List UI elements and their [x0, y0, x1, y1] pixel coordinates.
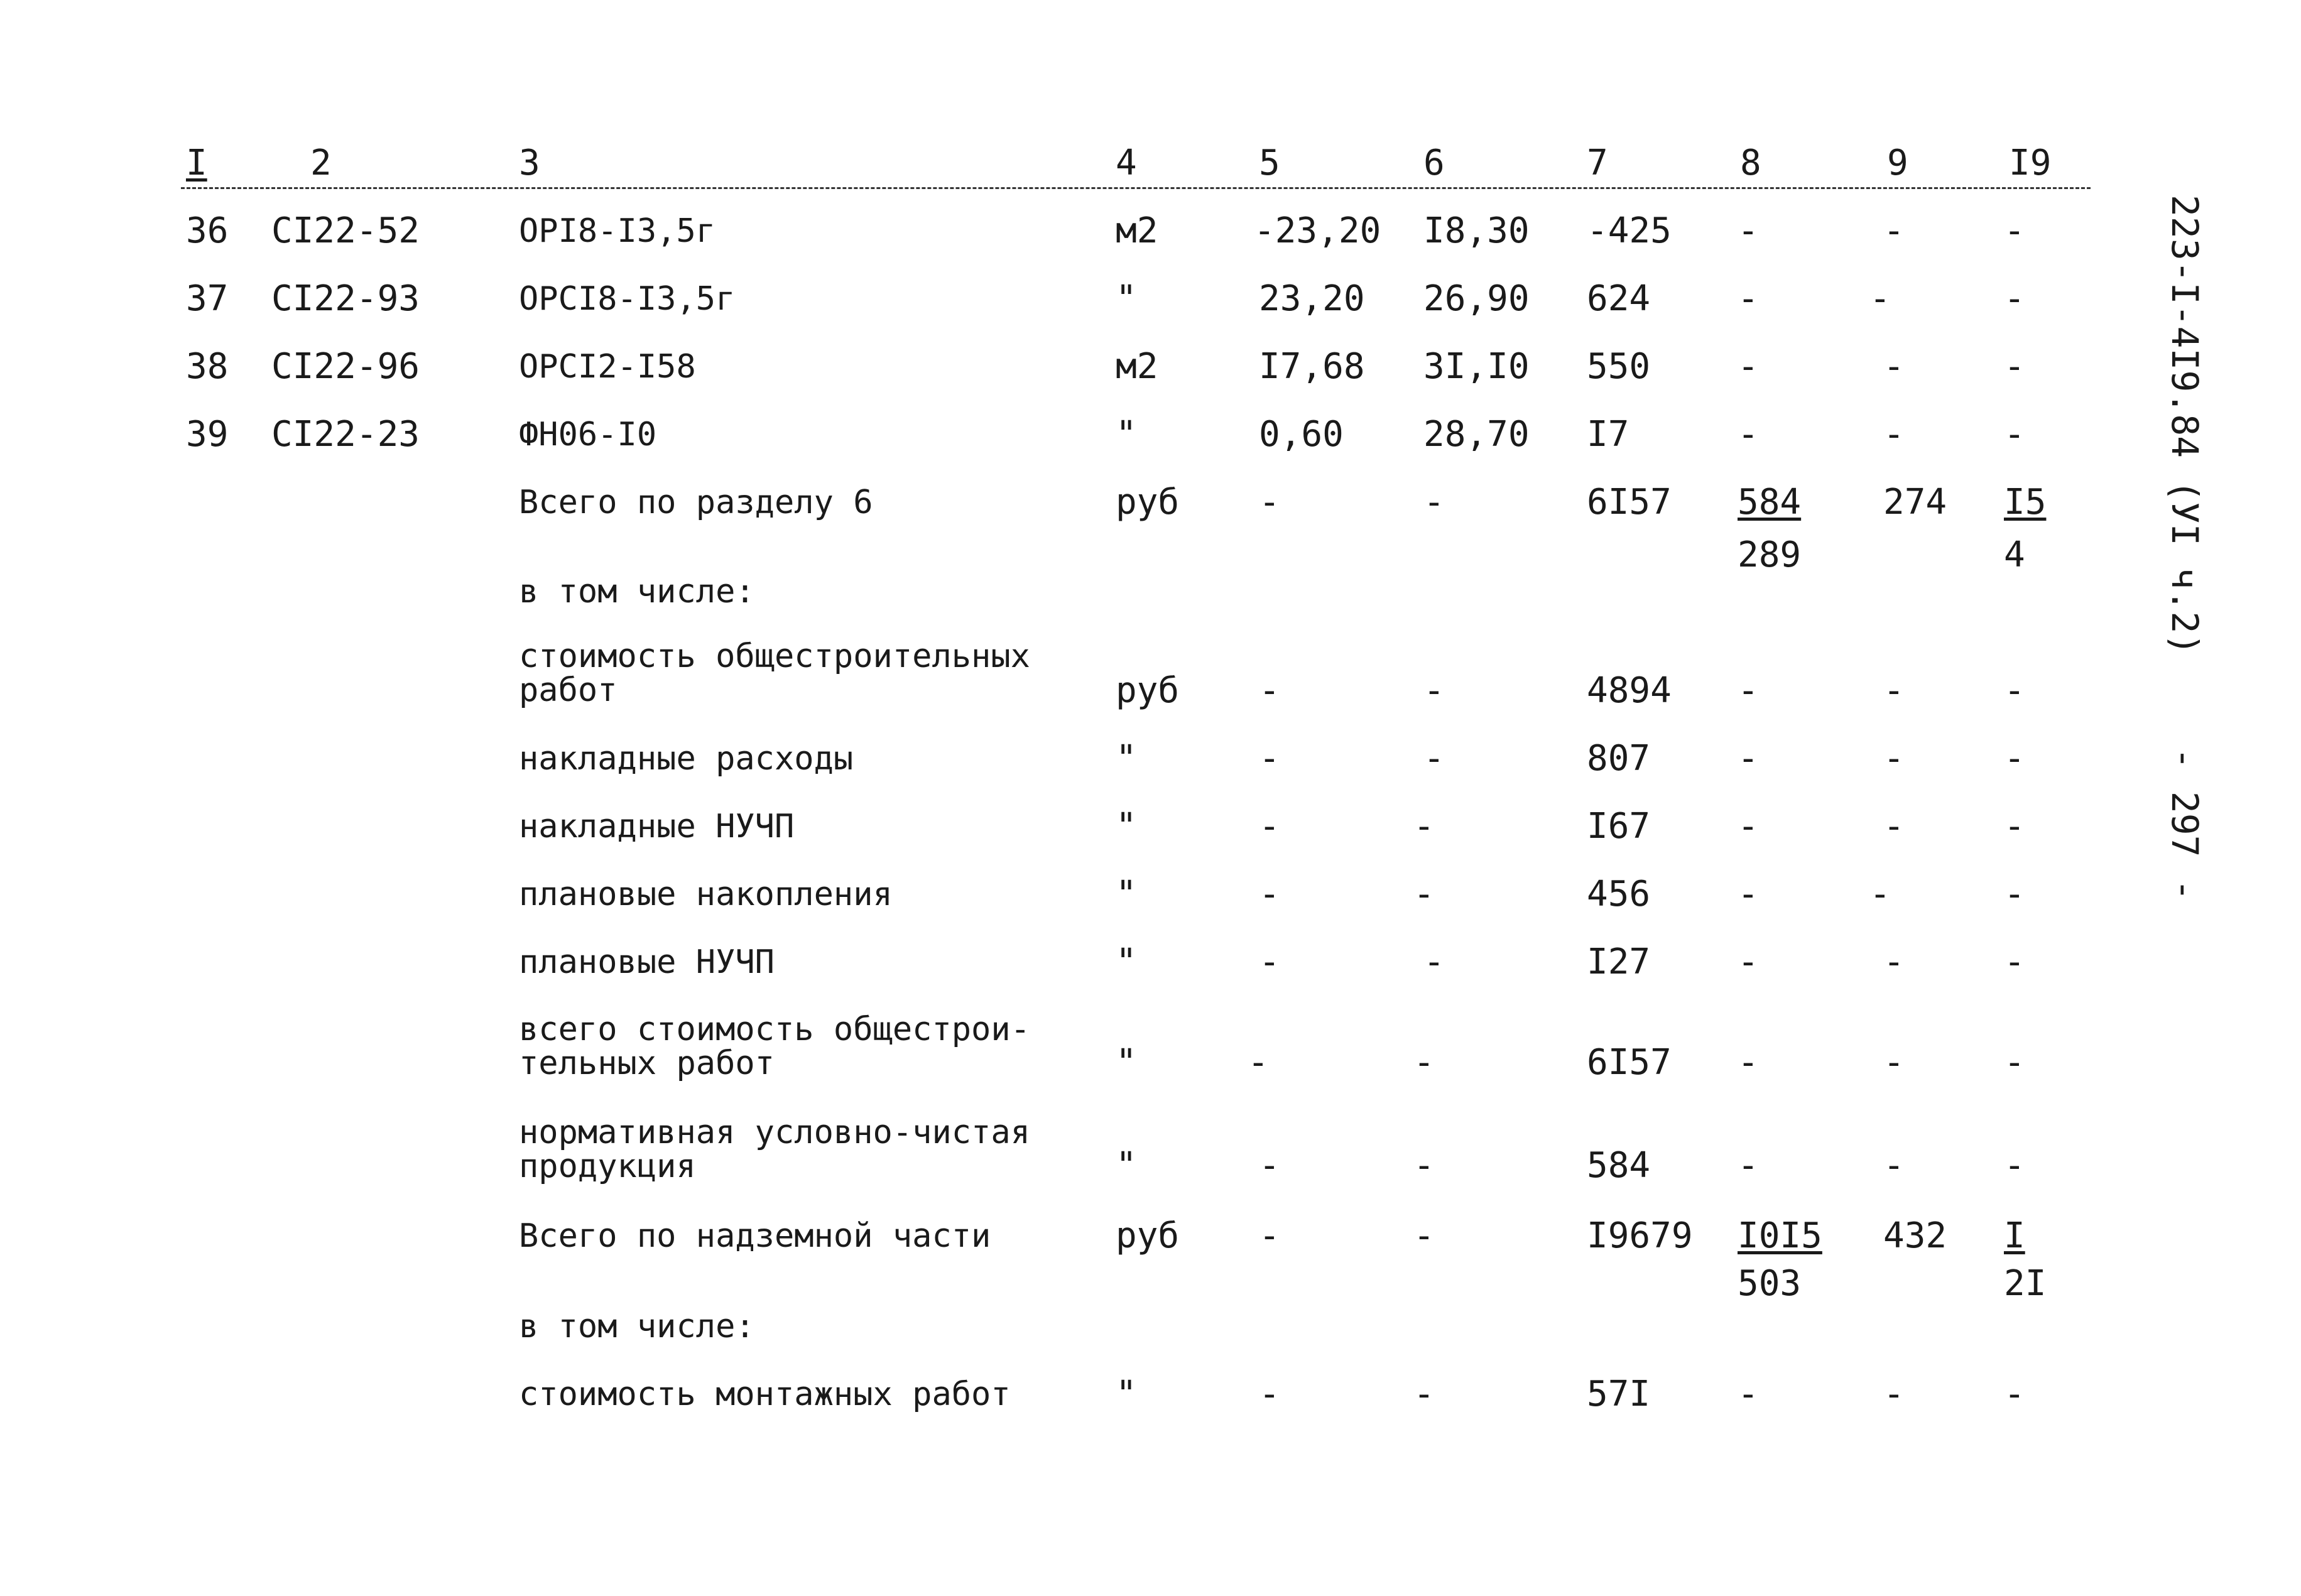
breakdown-overhead-label: накладные расходы [519, 740, 854, 778]
breakdown-total-general-col10: - [2004, 1042, 2025, 1083]
row-38-number: 38 [186, 346, 229, 387]
breakdown-planned-savings-unit: " [1116, 874, 1137, 915]
header-col-5: 5 [1259, 143, 1280, 183]
row-37-col8: - [1738, 278, 1759, 319]
section-total-col7: 6I57 [1587, 482, 1672, 523]
breakdown-overhead-col9: - [1883, 738, 1905, 779]
breakdown-overhead-nuchp-label: накладные НУЧП [519, 808, 795, 845]
row-39-col9: - [1883, 414, 1905, 455]
breakdown-net-production-label: нормативная условно-чистая продукция [519, 1114, 1030, 1185]
header-rule [181, 187, 2091, 189]
row-37-col7: 624 [1587, 278, 1651, 319]
breakdown-overhead-nuchp-col8: - [1738, 806, 1759, 847]
page-number: - 297 - [2163, 747, 2206, 901]
row-38-unit: м2 [1116, 346, 1158, 387]
row-38-name: OPCI2-I58 [519, 348, 696, 386]
breakdown-general-construction-col7: 4894 [1587, 670, 1672, 711]
above-ground-total-col9: 432 [1883, 1215, 1947, 1256]
header-col-6: 6 [1423, 143, 1445, 183]
row-36-col9: - [1883, 210, 1905, 251]
breakdown-general-construction-label: стоимость общестроительных работ [519, 638, 1030, 709]
breakdown-overhead-nuchp-col5: - [1259, 806, 1280, 847]
row-38-col9: - [1883, 346, 1905, 387]
breakdown-total-general-label: всего стоимость общестрои-тельных работ [519, 1011, 1030, 1082]
breakdown-planned-savings-col9: - [1869, 874, 1891, 915]
header-col-8: 8 [1740, 143, 1761, 183]
row-38-col5: I7,68 [1259, 346, 1365, 387]
row-37-name: OPCI8-I3,5г [519, 280, 736, 318]
row-38-col8: - [1738, 346, 1759, 387]
breakdown-planned-nuchp-unit: " [1116, 942, 1137, 982]
assembly-cost-col6: - [1413, 1374, 1435, 1414]
row-36-number: 36 [186, 210, 229, 251]
breakdown-overhead-col8: - [1738, 738, 1759, 779]
breakdown-overhead-unit: " [1116, 738, 1137, 779]
breakdown-general-construction-unit: руб [1116, 670, 1180, 711]
row-36-col5: -23,20 [1254, 210, 1381, 251]
row-37-col5: 23,20 [1259, 278, 1365, 319]
breakdown-planned-nuchp-col6: - [1423, 942, 1445, 982]
above-ground-total-col8-top: I0I5 [1738, 1215, 1822, 1256]
section-total-col8-bottom: 289 [1738, 535, 1802, 575]
breakdown-overhead-col10: - [2004, 738, 2025, 779]
section-total-col9: 274 [1883, 482, 1947, 523]
section-total-col10-bottom: 4 [2004, 535, 2025, 575]
including-label-2: в том числе: [519, 1308, 755, 1345]
breakdown-overhead-nuchp-unit: " [1116, 806, 1137, 847]
row-39-col10: - [2004, 414, 2025, 455]
assembly-cost-col8: - [1738, 1374, 1759, 1414]
row-37-unit: " [1116, 278, 1137, 319]
breakdown-total-general-unit: " [1116, 1042, 1137, 1083]
assembly-cost-col9: - [1883, 1374, 1905, 1414]
row-36-col8: - [1738, 210, 1759, 251]
row-39-col6: 28,70 [1423, 414, 1530, 455]
above-ground-total-col8-bottom: 503 [1738, 1263, 1802, 1304]
assembly-cost-col5: - [1259, 1374, 1280, 1414]
row-36-col10: - [2004, 210, 2025, 251]
breakdown-net-production-col7: 584 [1587, 1145, 1651, 1186]
row-39-col8: - [1738, 414, 1759, 455]
breakdown-overhead-nuchp-col9: - [1883, 806, 1905, 847]
above-ground-total-unit: руб [1116, 1215, 1180, 1256]
breakdown-total-general-col5: - [1248, 1042, 1269, 1083]
header-col-3: 3 [519, 143, 540, 183]
section-total-col8-top: 584 [1738, 482, 1802, 523]
above-ground-total-col10-bottom: 2I [2004, 1263, 2047, 1304]
row-39-number: 39 [186, 414, 229, 455]
section-total-col5: - [1259, 482, 1280, 523]
section-total-col6: - [1423, 482, 1445, 523]
breakdown-overhead-nuchp-col6: - [1413, 806, 1435, 847]
breakdown-overhead-nuchp-col7: I67 [1587, 806, 1651, 847]
row-39-unit: " [1116, 414, 1137, 455]
assembly-cost-col7: 57I [1587, 1374, 1651, 1414]
above-ground-total-col5: - [1259, 1215, 1280, 1256]
breakdown-general-construction-col8: - [1738, 670, 1759, 711]
row-36-col7: -425 [1587, 210, 1672, 251]
breakdown-general-construction-col6: - [1423, 670, 1445, 711]
row-36-code: CI22-52 [271, 210, 420, 251]
row-38-col6: 3I,I0 [1423, 346, 1530, 387]
breakdown-planned-nuchp-col7: I27 [1587, 942, 1651, 982]
breakdown-total-general-col7: 6I57 [1587, 1042, 1672, 1083]
row-38-col10: - [2004, 346, 2025, 387]
header-col-10: I9 [2009, 143, 2052, 183]
breakdown-planned-nuchp-label: плановые НУЧП [519, 943, 775, 981]
row-36-unit: м2 [1116, 210, 1158, 251]
row-38-col7: 550 [1587, 346, 1651, 387]
row-39-col5: 0,60 [1259, 414, 1344, 455]
row-37-col9: - [1869, 278, 1891, 319]
breakdown-planned-nuchp-col9: - [1883, 942, 1905, 982]
assembly-cost-unit: " [1116, 1374, 1137, 1414]
breakdown-overhead-nuchp-col10: - [2004, 806, 2025, 847]
breakdown-total-general-col9: - [1883, 1042, 1905, 1083]
header-col-7: 7 [1587, 143, 1608, 183]
section-total-col10-top: I5 [2004, 482, 2047, 523]
breakdown-planned-nuchp-col10: - [2004, 942, 2025, 982]
above-ground-total-col10-top: I [2004, 1215, 2025, 1256]
breakdown-planned-savings-label: плановые накопления [519, 876, 893, 913]
breakdown-net-production-col8: - [1738, 1145, 1759, 1186]
breakdown-net-production-col6: - [1413, 1145, 1435, 1186]
above-ground-total-col7: I9679 [1587, 1215, 1693, 1256]
breakdown-net-production-col10: - [2004, 1145, 2025, 1186]
breakdown-general-construction-col9: - [1883, 670, 1905, 711]
breakdown-planned-savings-col10: - [2004, 874, 2025, 915]
breakdown-planned-nuchp-col8: - [1738, 942, 1759, 982]
assembly-cost-col10: - [2004, 1374, 2025, 1414]
header-col-9: 9 [1887, 143, 1908, 183]
row-36-col6: I8,30 [1423, 210, 1530, 251]
row-37-number: 37 [186, 278, 229, 319]
row-38-code: CI22-96 [271, 346, 420, 387]
assembly-cost-label: стоимость монтажных работ [519, 1376, 1011, 1413]
breakdown-planned-savings-col7: 456 [1587, 874, 1651, 915]
above-ground-total-label: Всего по надземной части [519, 1217, 991, 1255]
row-37-col6: 26,90 [1423, 278, 1530, 319]
breakdown-total-general-col6: - [1413, 1042, 1435, 1083]
section-total-unit: руб [1116, 482, 1180, 523]
row-37-col10: - [2004, 278, 2025, 319]
breakdown-planned-savings-col6: - [1413, 874, 1435, 915]
row-37-code: CI22-93 [271, 278, 420, 319]
row-39-col7: I7 [1587, 414, 1629, 455]
breakdown-general-construction-col5: - [1259, 670, 1280, 711]
breakdown-total-general-col8: - [1738, 1042, 1759, 1083]
breakdown-overhead-col7: 807 [1587, 738, 1651, 779]
breakdown-planned-nuchp-col5: - [1259, 942, 1280, 982]
breakdown-planned-savings-col8: - [1738, 874, 1759, 915]
breakdown-overhead-col5: - [1259, 738, 1280, 779]
document-code: 223-I-4I9.84 (УI ч.2) [2163, 195, 2206, 656]
header-col-2: 2 [310, 143, 332, 183]
breakdown-net-production-col5: - [1259, 1145, 1280, 1186]
breakdown-net-production-col9: - [1883, 1145, 1905, 1186]
above-ground-total-col6: - [1413, 1215, 1435, 1256]
header-col-1: I [186, 143, 207, 183]
row-39-name: ФH06-I0 [519, 416, 657, 453]
breakdown-general-construction-col10: - [2004, 670, 2025, 711]
header-col-4: 4 [1116, 143, 1137, 183]
section-total-label: Всего по разделу 6 [519, 484, 873, 521]
breakdown-planned-savings-col5: - [1259, 874, 1280, 915]
breakdown-net-production-unit: " [1116, 1145, 1137, 1186]
row-39-code: CI22-23 [271, 414, 420, 455]
including-label: в том числе: [519, 573, 755, 611]
row-36-name: OPI8-I3,5г [519, 212, 716, 250]
breakdown-overhead-col6: - [1423, 738, 1445, 779]
